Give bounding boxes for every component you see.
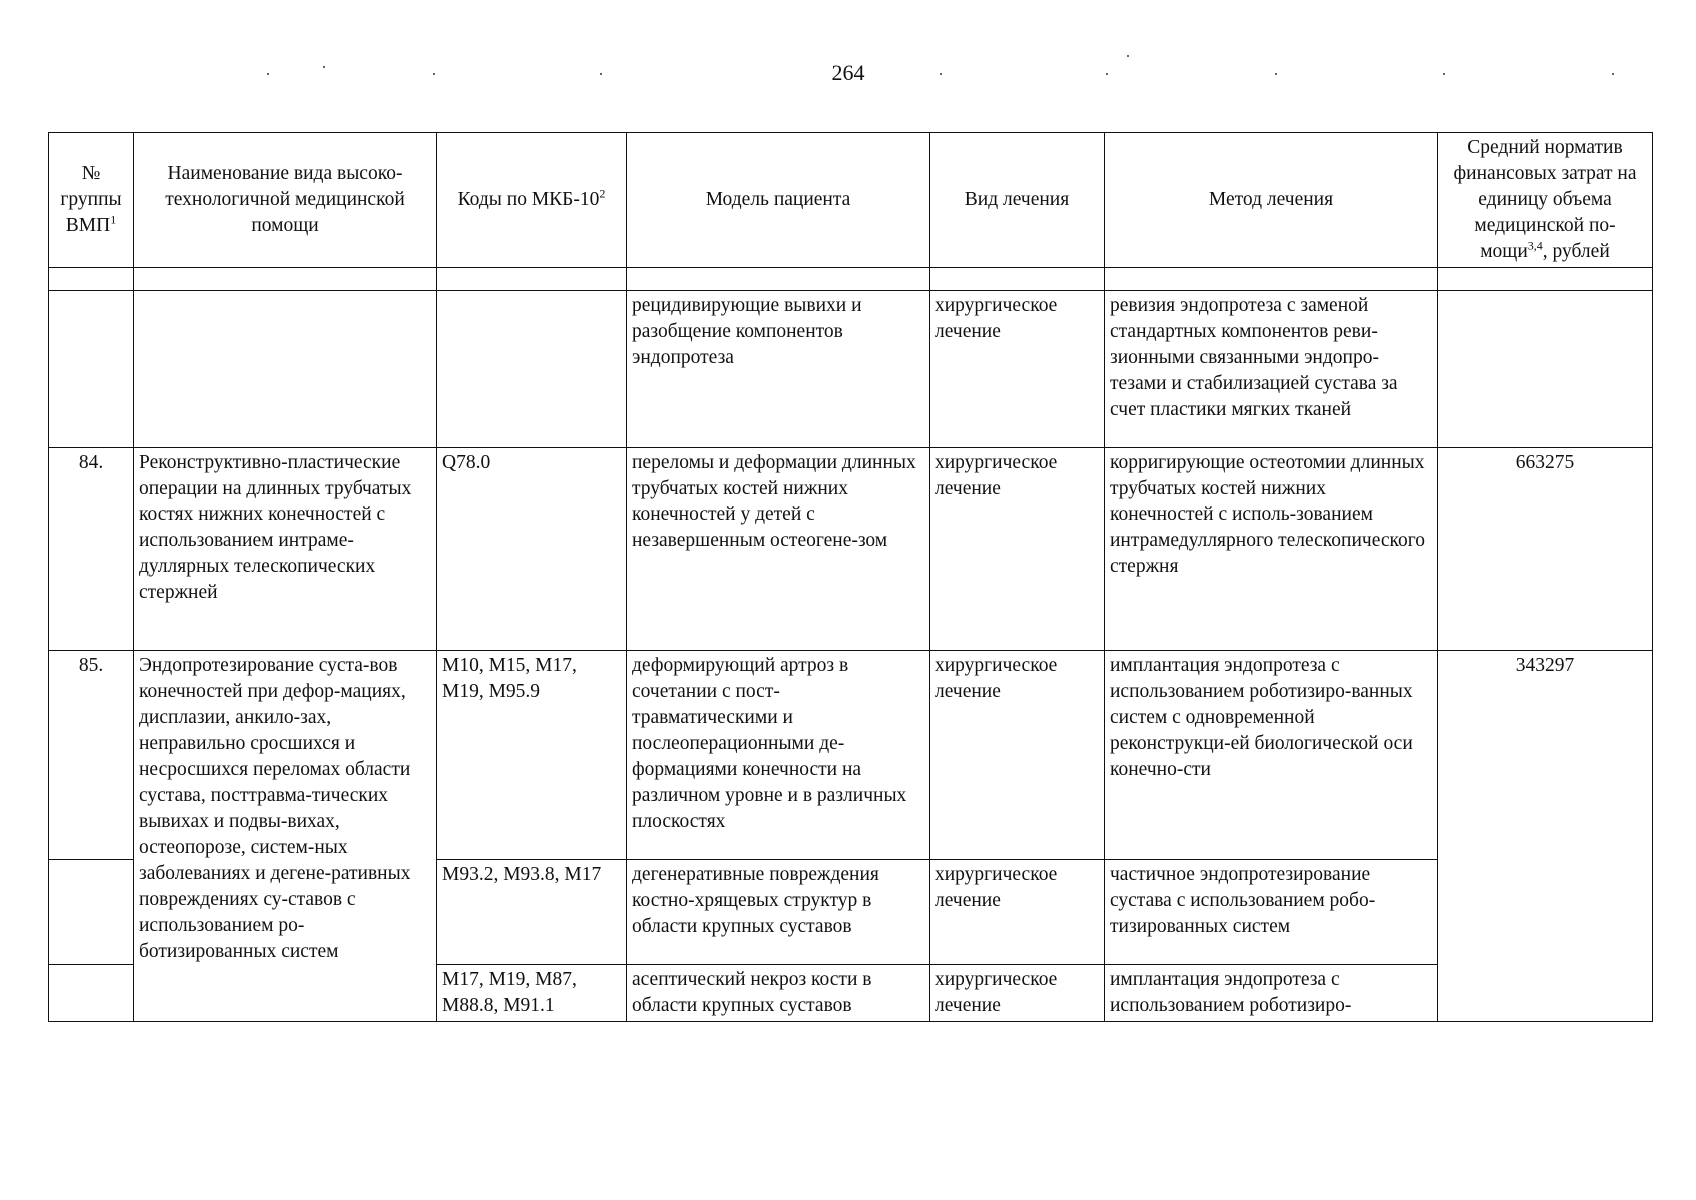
page-number: 264 [831,60,865,85]
cell-patient-model: переломы и деформации длинных трубчатых костей нижних конечностей у детей с незавершенным остеогене-зом [627,448,930,651]
cell-treatment-type: хирургическое лечение [930,965,1105,1022]
cell-cost: 343297 [1438,651,1653,1022]
header-cost: Средний норматив финансовых затрат на единицу объема медицинской по-мощи$^{3,4}$, рублей [1438,133,1653,268]
scan-speck [940,73,942,75]
scan-speck [323,66,325,68]
header-patient-model: Модель пациента [627,133,930,268]
header-codes: Коды по МКБ-$10^2$ [437,133,627,268]
cell-cost [1438,291,1653,448]
cell-group-number: 84. [49,448,134,651]
cell-codes [437,291,627,448]
cell-codes: M10, M15, M17, M19, M95.9 [437,651,627,860]
cell-codes: M93.2, M93.8, M17 [437,860,627,965]
scan-speck [1275,73,1277,75]
cell-treatment-type: хирургическое лечение [930,448,1105,651]
scan-speck [267,73,269,75]
cell-name [134,291,437,448]
spacer-row [49,268,1653,291]
cell-treatment-type: хирургическое лечение [930,291,1105,448]
cell-group-number [49,965,134,1022]
table-row [49,291,1653,448]
cell-patient-model: рецидивирующие вывихи и разобщение компонентов эндопротеза [627,291,930,448]
cell-treatment-method: имплантация эндопротеза с использованием роботизиро-ванных систем с одновременной реконструкци-ей биологической оси конечно-сти [1105,651,1438,860]
scan-speck [600,73,602,75]
cell-codes: M17, M19, M87, M88.8, M91.1 [437,965,627,1022]
header-treatment-method: Метод лечения [1105,133,1438,268]
cell-codes: Q78.0 [437,448,627,651]
scan-speck [1106,73,1108,75]
header-treatment-type: Вид лечения [930,133,1105,268]
scan-speck [433,73,435,75]
table-row [49,651,1653,860]
cell-treatment-method: частичное эндопротезирование сустава с использованием робо-тизированных систем [1105,860,1438,965]
header-group-number: № группы ВМП$^1$ [49,133,134,268]
cell-treatment-method: ревизия эндопротеза с заменой стандартных компонентов реви-зионными связанными эндопро-тезами и стабилизацией сустава за счет пластики мягких тканей [1105,291,1438,448]
cell-treatment-method: корригирующие остеотомии длинных трубчатых костей нижних конечностей с исполь-зованием интрамедуллярного телескопического стержня [1105,448,1438,651]
table-row [49,448,1653,651]
cell-cost: 663275 [1438,448,1653,651]
scan-speck [1443,73,1445,75]
cell-group-number [49,860,134,965]
cell-group-number: 85. [49,651,134,860]
cell-name: Реконструктивно-пластические операции на длинных трубчатых костях нижних конечностей с использованием интраме-дуллярных телескопических стержней [134,448,437,651]
header-name: Наименование вида высоко-технологичной медицинской помощи [134,133,437,268]
table-header-row [49,133,1653,268]
cell-treatment-type: хирургическое лечение [930,860,1105,965]
cell-group-number [49,291,134,448]
cell-treatment-method: имплантация эндопротеза с использованием роботизиро- [1105,965,1438,1022]
scan-speck [1127,55,1129,57]
cell-patient-model: деформирующий артроз в сочетании с пост-травматическими и послеоперационными де-формациями конечности на различном уровне и в различных плоскостях [627,651,930,860]
scan-speck [1612,73,1614,75]
cell-patient-model: дегенеративные повреждения костно-хрящевых структур в области крупных суставов [627,860,930,965]
cell-treatment-type: хирургическое лечение [930,651,1105,860]
cell-patient-model: асептический некроз кости в области крупных суставов [627,965,930,1022]
vmp-table [48,132,1653,1022]
cell-name: Эндопротезирование суста-вов конечностей при дефор-мациях, дисплазии, анкило-зах, неправильно сросшихся и несросшихся переломах области сустава, посттравма-тических вывихах и подвы-вихах, остеопорозе, систем-ных заболеваниях и дегене-ративных повреждениях су-ставов с использованием ро-ботизированных систем [134,651,437,1022]
